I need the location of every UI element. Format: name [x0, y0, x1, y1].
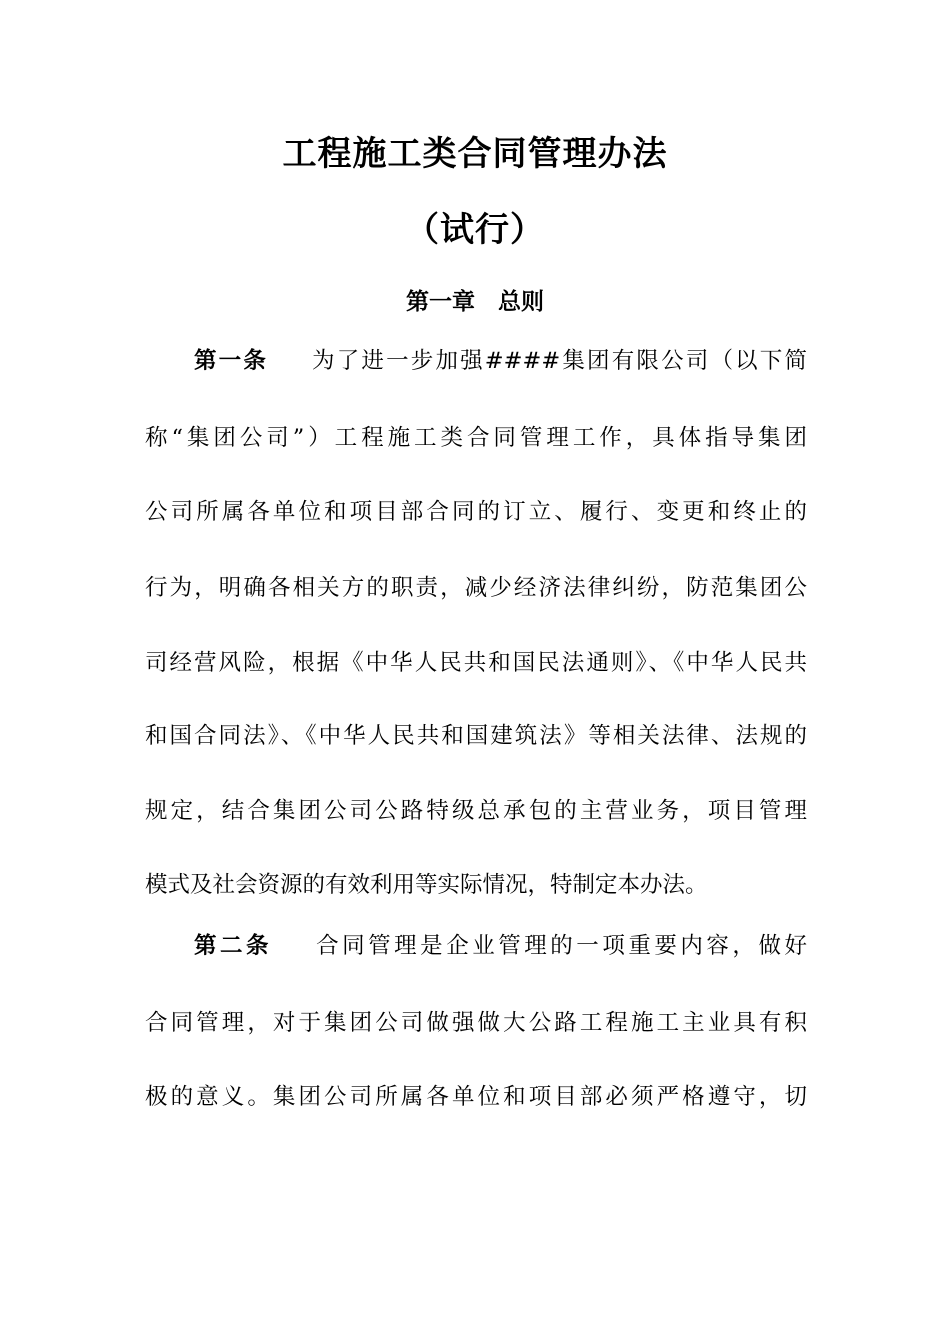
document-title: 工程施工类合同管理办法	[282, 134, 668, 174]
article-1-line-1: 为了进一步加强####集团有限公司（以下简	[312, 348, 807, 374]
article-2-label: 第二条	[194, 933, 273, 959]
article-1-line-6: 和国合同法》、《中华人民共和国建筑法》等相关法律、法规的	[145, 723, 807, 749]
article-1-line-2: 称“集团公司”）工程施工类合同管理工作，具体指导集团	[145, 425, 807, 451]
document-subtitle: （试行）	[405, 210, 545, 250]
article-1-first-line	[194, 346, 807, 376]
article-1-line-8: 模式及社会资源的有效利用等实际情况，特制定本办法。	[145, 872, 708, 898]
chapter-heading: 第一章 总则	[406, 289, 544, 315]
article-1-line-7: 规定，结合集团公司公路特级总承包的主营业务，项目管理	[145, 798, 807, 824]
article-1-line-5: 司经营风险，根据《中华人民共和国民法通则》、《中华人民共	[145, 650, 807, 676]
article-2-first-line	[194, 931, 807, 961]
article-2-line-1: 合同管理是企业管理的一项重要内容，做好	[316, 933, 807, 959]
article-1-line-3: 公司所属各单位和项目部合同的订立、履行、变更和终止的	[145, 499, 807, 525]
article-1-line-4: 行为，明确各相关方的职责，减少经济法律纠纷，防范集团公	[145, 575, 807, 601]
article-2-line-2: 合同管理，对于集团公司做强做大公路工程施工主业具有积	[145, 1010, 807, 1036]
article-1-label: 第一条	[194, 348, 269, 374]
article-2-line-3: 极的意义。集团公司所属各单位和项目部必须严格遵守，切	[145, 1084, 807, 1110]
